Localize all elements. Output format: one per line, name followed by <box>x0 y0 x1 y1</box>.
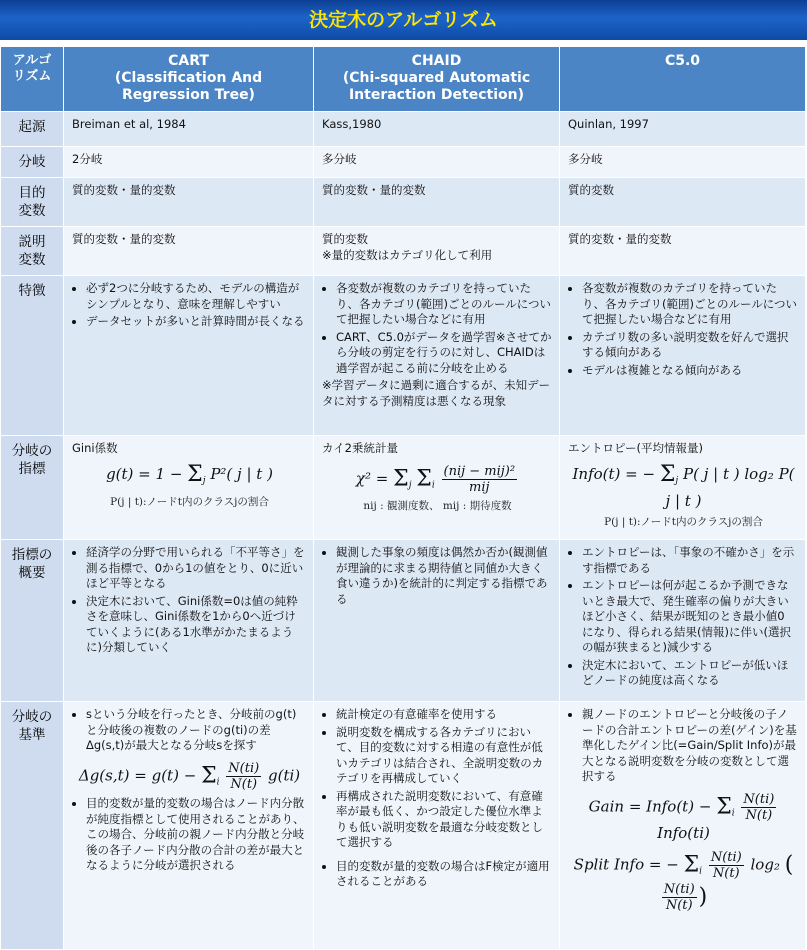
row-label-criterion-text: 分岐の 基準 <box>11 709 53 743</box>
header-corner <box>1 47 64 112</box>
chi-square-formula <box>322 464 553 496</box>
row-index <box>1 436 806 540</box>
sigma-symbol: Σ <box>716 794 732 819</box>
chi-denominator: mij <box>469 479 490 495</box>
page-title: 決定木のアルゴリズム <box>0 0 807 40</box>
split-numerator: N(ti) <box>710 850 742 865</box>
delta-formula-lhs: Δg(s,t) = g(t) − <box>78 766 197 784</box>
row-label-index-text: 分岐の 指標 <box>11 443 53 477</box>
chi-numerator: (nij − mij)² <box>443 463 516 479</box>
index-cart <box>64 436 314 540</box>
row-label-overview-text: 指標の 概要 <box>11 547 53 581</box>
delta-gini-formula <box>72 761 307 793</box>
sigma-symbol: Σ <box>683 852 700 878</box>
algorithm-table <box>0 46 806 950</box>
row-explanatory <box>1 227 806 276</box>
sigma-symbol: Σ <box>416 466 432 491</box>
gini-formula <box>72 461 307 491</box>
row-features <box>1 276 806 436</box>
gain-formula-sub: i <box>731 808 735 818</box>
features-chaid <box>314 276 560 436</box>
explanatory-chaid-note: ※量的変数はカテゴリ化して利用 <box>322 247 493 262</box>
row-label-index <box>1 436 64 540</box>
row-label-branch: 分岐 <box>1 147 64 178</box>
list-item: • エントロピーは、「事象の不確かさ」を示す指標である <box>582 545 799 576</box>
row-overview <box>1 540 806 702</box>
delta-denominator: N(t) <box>230 776 258 792</box>
split-fraction <box>709 850 744 881</box>
row-label-explanatory <box>1 227 64 276</box>
criterion-cart <box>64 702 314 950</box>
list-item: • 各変数が複数のカテゴリを持っていたり、各カテゴリ(範囲)ごとのルールについて把握したい場合などに有用 <box>582 281 799 328</box>
origin-cart: Breiman et al, 1984 <box>64 112 314 147</box>
list-item: • 説明変数を構成する各カテゴリにおいて、目的変数に対する相違の有意性が低いカテゴリは結合され、全説明変数のカテゴリを再構成していく <box>336 725 553 787</box>
features-c50 <box>560 276 806 436</box>
index-c50-name: エントロピー(平均情報量) <box>568 441 704 455</box>
branch-cart: 2分岐 <box>64 147 314 178</box>
chi-formula-sub-j: j <box>408 480 412 490</box>
list-item: • 再構成された説明変数において、有意確率が最も低く、かつ設定した優位水準よりも低い説明変数を最適な分岐変数として選択する <box>336 789 553 851</box>
row-label-features: 特徴 <box>1 276 64 436</box>
chi-formula-sub-i: i <box>431 480 435 490</box>
index-c50 <box>560 436 806 540</box>
entropy-formula <box>568 461 799 511</box>
target-c50: 質的変数 <box>560 178 806 227</box>
entropy-formula-sub: j <box>675 475 679 486</box>
entropy-caption: P(j | t):ノードt内のクラスjの割合 <box>604 515 763 528</box>
overview-c50 <box>560 540 806 702</box>
origin-chaid: Kass,1980 <box>314 112 560 147</box>
header-corner-text: アルゴ リズム <box>12 53 52 84</box>
gini-caption: P(j | t):ノードt内のクラスjの割合 <box>110 495 269 508</box>
sigma-symbol: Σ <box>187 461 203 487</box>
delta-formula-sub: i <box>216 777 220 787</box>
list-item: • 決定木において、Gini係数=0は値の純粋さを意味し、Gini係数を1から0へ近づけていくように(ある1水準がかたまるように)分類していく <box>86 594 307 656</box>
delta-numerator: N(ti) <box>228 760 260 776</box>
list-item: • sという分岐を行ったとき、分岐前のg(t)と分岐後の複数のノードのg(ti)の差Δg(s,t)が最大となる分岐sを探す <box>86 707 307 754</box>
explanatory-c50: 質的変数・量的変数 <box>560 227 806 276</box>
gain-fraction <box>741 792 776 823</box>
list-item: • CART、C5.0がデータを過学習※させてから分岐の剪定を行うのに対し、CHAIDは過学習が起こる前に分岐を止める <box>336 330 553 377</box>
target-chaid: 質的変数・量的変数 <box>314 178 560 227</box>
overview-chaid <box>314 540 560 702</box>
entropy-formula-lhs: Info(t) = − <box>572 464 656 483</box>
row-label-explanatory-text: 説明 変数 <box>18 234 46 268</box>
gain-denominator: N(t) <box>745 807 773 823</box>
split-denominator-2: N(t) <box>665 897 693 913</box>
split-info-formula: Split Info = − $\Sigma_i$ $\frac{N(ti)}{N(t)}$ log₂ ( $\frac{N(ti)}{N(t)}$ ) <box>573 850 794 913</box>
split-formula-lhs: Split Info = − <box>573 855 679 874</box>
list-item: • 必ず2つに分岐するため、モデルの構造がシンプルとなり、意味を理解しやすい <box>86 281 307 312</box>
chi-formula-lhs: χ² = <box>355 469 389 487</box>
list-item: • モデルは複雑となる傾向がある <box>582 363 799 379</box>
list-item: • 決定木において、エントロピーが低いほどノードの純度は高くなる <box>582 658 799 689</box>
row-origin <box>1 112 806 147</box>
header-cart <box>64 47 314 112</box>
header-c50-text: C5.0 <box>664 53 701 69</box>
list-item: • エントロピーは何が起こるか予測できないとき最大で、発生確率の偏りが大きいほど小さく、結果が既知のとき最小値0 になり、得られる結果(情報)に伴い(選択の幅が狭まると)減少する <box>582 578 799 656</box>
index-chaid-name: カイ2乗統計量 <box>322 441 398 455</box>
chi-fraction <box>442 464 518 495</box>
list-item: • 観測した事象の頻度は偶然か否か(観測値が理論的に求まる期待値と同値か大きく食い違うか)を統計的に判定する指標である <box>336 545 553 607</box>
list-item: • カテゴリ数の多い説明変数を好んで選択する傾向がある <box>582 330 799 361</box>
gain-formula <box>568 792 799 844</box>
list-item: • 各変数が複数のカテゴリを持っていたり、各カテゴリ(範囲)ごとのルールについて把握したい場合などに有用 <box>336 281 553 328</box>
entropy-formula-rhs: P( j | t ) log₂ P( j | t ) <box>665 464 795 510</box>
criterion-chaid <box>314 702 560 950</box>
list-item: • 経済学の分野で用いられる「不平等さ」を測る指標で、0から1の値をとり、0に近いほど平等となる <box>86 545 307 592</box>
features-chaid-note: ※学習データに過剰に適合するが、未知データに対する予測精度は悪くなる現象 <box>322 378 551 408</box>
row-label-overview <box>1 540 64 702</box>
header-chaid-text: CHAID (Chi-squared Automatic Interaction Detection) <box>342 53 531 103</box>
gain-formula-rhs: Info(ti) <box>657 824 710 842</box>
criterion-c50 <box>560 702 806 950</box>
gini-formula-lhs: g(t) = 1 − <box>106 464 183 483</box>
split-fraction-2 <box>662 882 697 913</box>
gain-formula-lhs: Gain = Info(t) − <box>588 797 712 815</box>
row-label-origin: 起源 <box>1 112 64 147</box>
list-item: • 目的変数が量的変数の場合はF検定が適用されることがある <box>336 859 553 890</box>
gain-numerator: N(ti) <box>743 791 775 807</box>
index-chaid <box>314 436 560 540</box>
split-denominator: N(t) <box>712 866 740 881</box>
explanatory-cart: 質的変数・量的変数 <box>64 227 314 276</box>
list-item: • データセットが多いと計算時間が長くなる <box>86 314 307 330</box>
split-numerator-2: N(ti) <box>663 881 695 897</box>
header-cart-text: CART (Classification And Regression Tree) <box>114 53 263 103</box>
delta-formula-rhs: g(ti) <box>267 766 301 784</box>
row-criterion <box>1 702 806 950</box>
branch-c50: 多分岐 <box>560 147 806 178</box>
delta-fraction <box>226 761 261 792</box>
features-cart <box>64 276 314 436</box>
list-item: • 統計検定の有意確率を使用する <box>336 707 553 723</box>
sigma-symbol: Σ <box>393 466 409 491</box>
list-item: • 目的変数が量的変数の場合はノード内分散が純度指標として使用されることがあり、この場合、分岐前の親ノード内分散と分岐後の各子ノード内分散の合計の差が最大となるように分岐が選択される <box>86 796 307 874</box>
header-c50 <box>560 47 806 112</box>
branch-chaid: 多分岐 <box>314 147 560 178</box>
sigma-symbol: Σ <box>659 461 676 487</box>
split-formula-rhs: log₂ <box>750 855 780 874</box>
list-item: • 親ノードのエントロピーと分岐後の子ノードの合計エントロピーの差(ゲイン)を基準化したゲイン比(=Gain/Split Info)が最大となる説明変数を分岐の変数として選択する <box>582 707 799 785</box>
row-label-target-text: 目的 変数 <box>18 185 46 219</box>
row-target <box>1 178 806 227</box>
header-chaid <box>314 47 560 112</box>
split-formula-sub: i <box>699 866 703 877</box>
row-label-target <box>1 178 64 227</box>
overview-cart <box>64 540 314 702</box>
target-cart: 質的変数・量的変数 <box>64 178 314 227</box>
explanatory-chaid-main: 質的変数 <box>322 232 368 246</box>
gini-formula-sub: j <box>202 475 206 486</box>
row-branch <box>1 147 806 178</box>
explanatory-chaid <box>314 227 560 276</box>
gini-formula-rhs: P²( j | t ) <box>210 464 273 483</box>
sigma-symbol: Σ <box>201 763 217 788</box>
origin-c50: Quinlan, 1997 <box>560 112 806 147</box>
chi-caption: nij : 観測度数、 mij : 期待度数 <box>363 500 512 512</box>
row-label-criterion <box>1 702 64 950</box>
index-cart-name: Gini係数 <box>72 441 118 455</box>
